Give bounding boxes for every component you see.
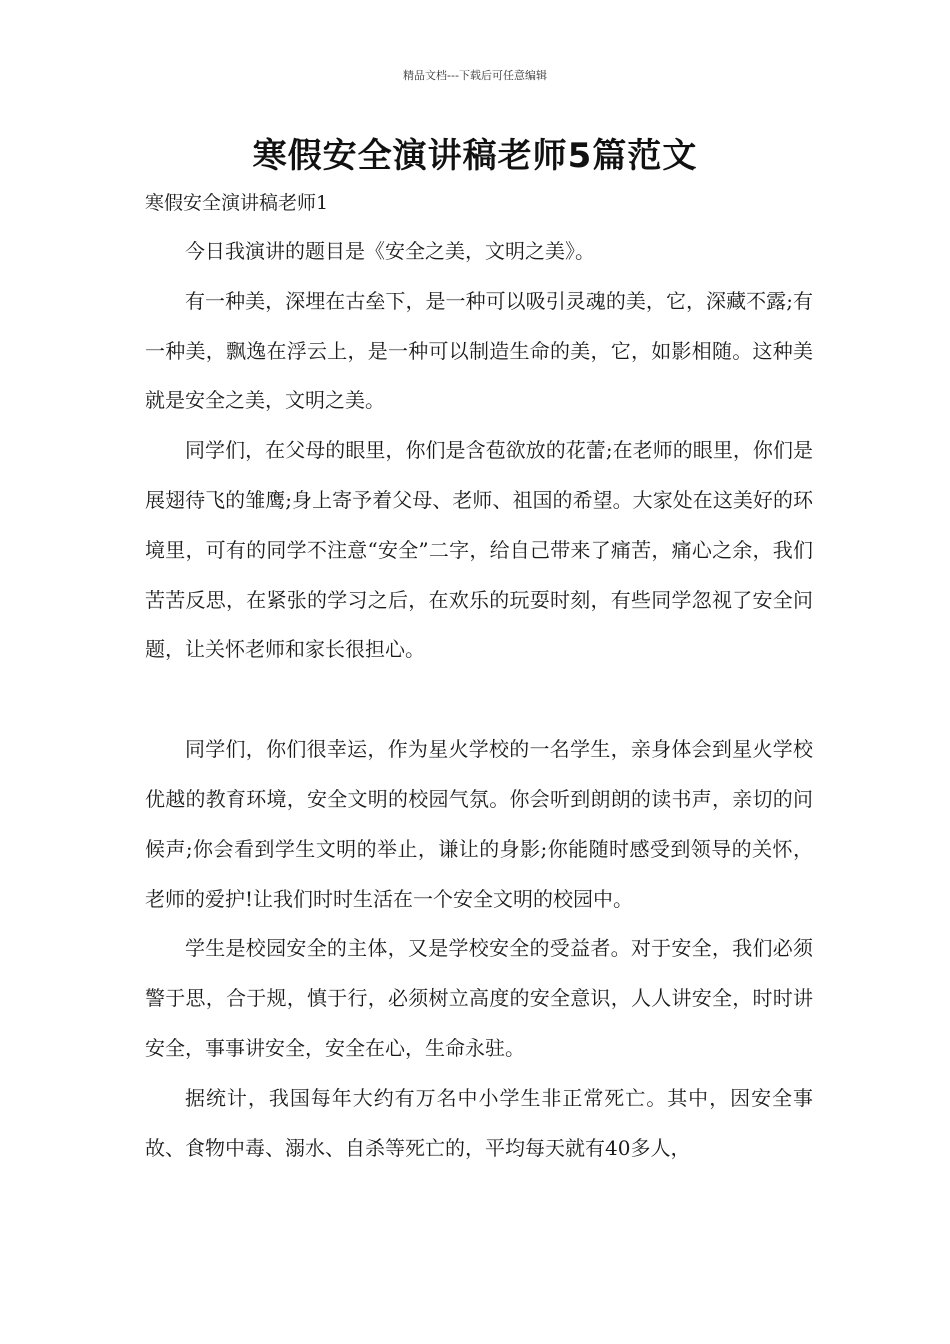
paragraph: 同学们，你们很幸运，作为星火学校的一名学生，亲身体会到星火学校优越的教育环境，安全文明的校园气氛。你会听到朗朗的读书声，亲切的问候声;你会看到学生文明的举止，谦让的身影;你能随时感受到领导的关怀，老师的爱护!让我们时时生活在一个安全文明的校园中。 bbox=[145, 737, 813, 911]
header-note: 精品文档---下载后可任意编辑 bbox=[403, 69, 547, 82]
paragraph: 同学们，在父母的眼里，你们是含苞欲放的花蕾;在老师的眼里，你们是展翅待飞的雏鹰;身上寄予着父母、老师、祖国的希望。大家处在这美好的环境里，可有的同学不注意“安全”二字，给自己带来了痛苦，痛心之余，我们苦苦反思，在紧张的学习之后，在欢乐的玩耍时刻，有些同学忽视了安全问题，让关怀老师和家长很担心。 bbox=[145, 438, 813, 662]
document-body bbox=[145, 227, 813, 1173]
paragraph-gap bbox=[145, 675, 813, 725]
document-title: 寒假安全演讲稿老师5篇范文 bbox=[252, 136, 698, 176]
paragraph: 有一种美，深埋在古垒下，是一种可以吸引灵魂的美，它，深藏不露;有一种美，飘逸在浮云上，是一种可以制造生命的美，它，如影相随。这种美就是安全之美，文明之美。 bbox=[145, 288, 813, 413]
paragraph: 学生是校园安全的主体，又是学校安全的受益者。对于安全，我们必须警于思，合于规，慎于行，必须树立高度的安全意识，人人讲安全，时时讲安全，事事讲安全，安全在心，生命永驻。 bbox=[145, 936, 813, 1060]
paragraph: 据统计，我国每年大约有万名中小学生非正常死亡。其中，因安全事故、食物中毒、溺水、自杀等死亡的，平均每天就有40多人， bbox=[145, 1085, 813, 1160]
section-heading: 寒假安全演讲稿老师1 bbox=[145, 192, 329, 214]
paragraph: 今日我演讲的题目是《安全之美，文明之美》。 bbox=[185, 239, 595, 263]
